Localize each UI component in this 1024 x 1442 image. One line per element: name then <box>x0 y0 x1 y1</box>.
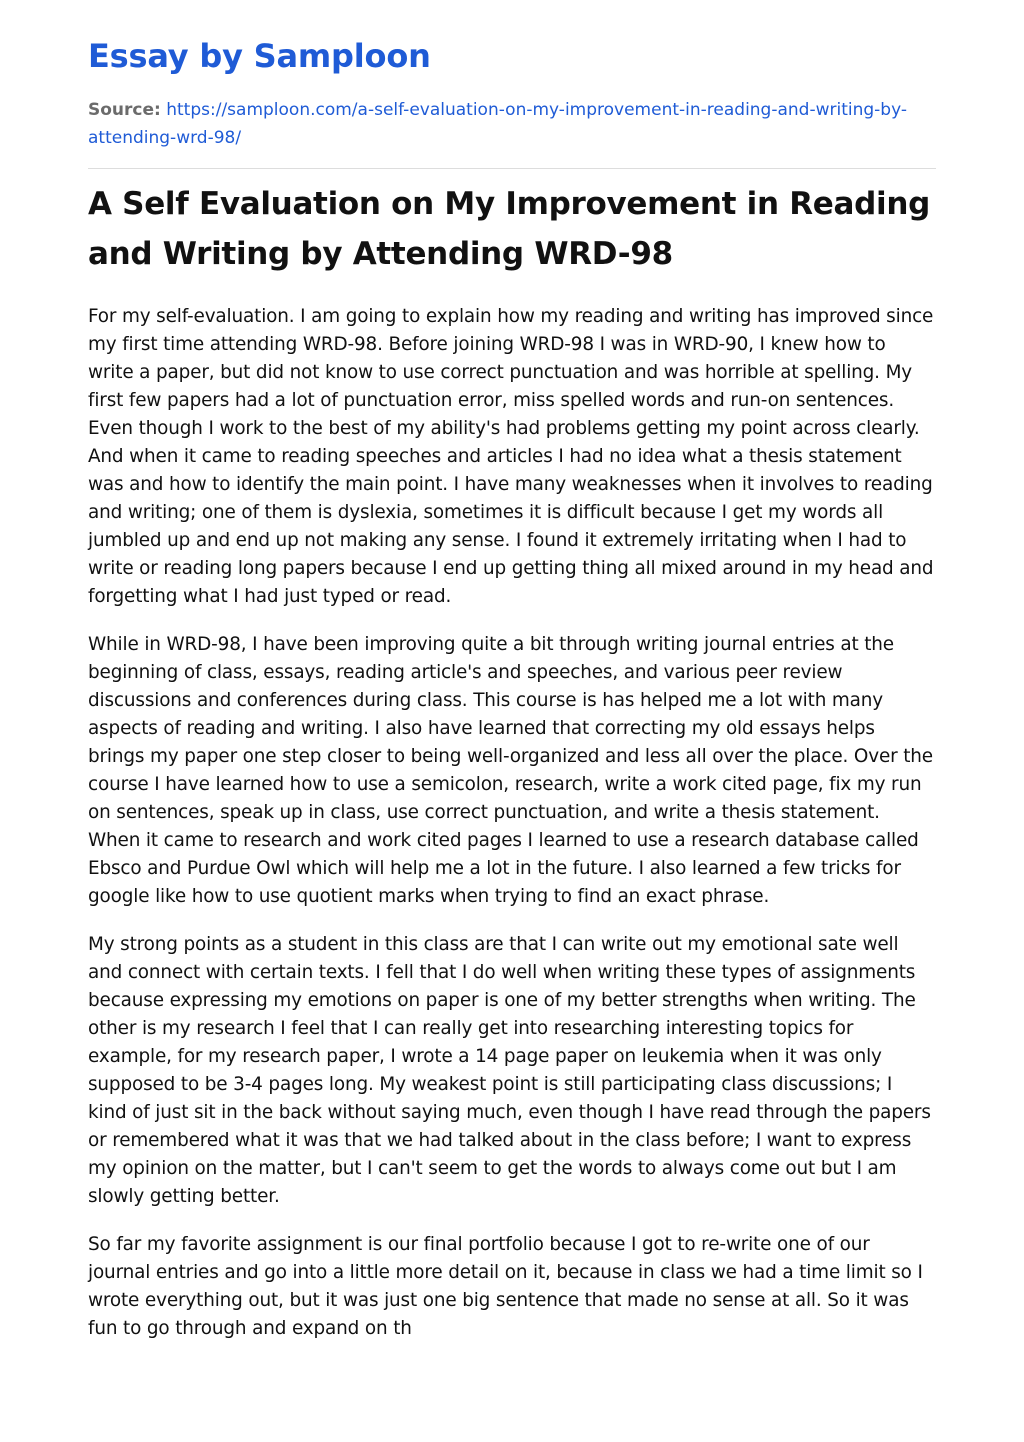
paragraph: For my self-evaluation. I am going to explain how my reading and writing has improved since my first time attending WRD-98. Before joining WRD-98 I was in WRD-90, I knew how to write a paper, but did not know to use correct punctuation and was horrible at spelling. My first few papers had a lot of punctuation error, miss spelled words and run-on sentences. Even though I work to the best of my ability's had problems getting my point across clearly. And when it came to reading speeches and articles I had no idea what a thesis statement was and how to identify the main point. I have many weaknesses when it involves to reading and writing; one of them is dyslexia, sometimes it is difficult because I get my words all jumbled up and end up not making any sense. I found it extremely irritating when I had to write or reading long papers because I end up getting thing all mixed around in my head and forgetting what I had just typed or read. <box>88 306 934 607</box>
paragraph: So far my favorite assignment is our final portfolio because I got to re-write one of our journal entries and go into a little more detail on it, because in class we had a time limit so I wrote everything out, but it was just one big sentence that made no sense at all. So it was fun to go through and expand on th <box>88 1234 923 1339</box>
page-header <box>88 36 936 169</box>
article <box>88 179 936 1343</box>
header-divider <box>88 168 936 169</box>
article-title: A Self Evaluation on My Improvement in Reading and Writing by Attending WRD-98 <box>88 186 931 272</box>
article-body <box>88 303 936 1343</box>
site-brand[interactable]: Essay by Samploon <box>88 37 431 75</box>
paragraph: While in WRD-98, I have been improving quite a bit through writing journal entries at the beginning of class, essays, reading article's and speeches, and various peer review discussions and conferences during class. This course is has helped me a lot with many aspects of reading and writing. I also have learned that correcting my old essays helps brings my paper one step closer to being well-organized and less all over the place. Over the course I have learned how to use a semicolon, research, write a work cited page, fix my run on sentences, speak up in class, use correct punctuation, and write a thesis statement. When it came to research and work cited pages I learned to use a research database called Ebsco and Purdue Owl which will help me a lot in the future. I also learned a few tricks for google like how to use quotient marks when trying to find an exact phrase. <box>88 634 933 907</box>
source-label: Source: <box>88 100 161 120</box>
source-link[interactable]: https://samploon.com/a-self-evaluation-on-my-improvement-in-reading-and-writing-by-attending-wrd-98/ <box>88 100 907 148</box>
source-line <box>88 96 936 152</box>
paragraph: My strong points as a student in this class are that I can write out my emotional sate well and connect with certain texts. I fell that I do well when writing these types of assignments because expressing my emotions on paper is one of my better strengths when writing. The other is my research I feel that I can really get into researching interesting topics for example, for my research paper, I wrote a 14 page paper on leukemia when it was only supposed to be 3-4 pages long. My weakest point is still participating class discussions; I kind of just sit in the back without saying much, even though I have read through the papers or remembered what it was that we had talked about in the class before; I want to express my opinion on the matter, but I can't seem to get the words to always come out but I am slowly getting better. <box>88 934 931 1207</box>
